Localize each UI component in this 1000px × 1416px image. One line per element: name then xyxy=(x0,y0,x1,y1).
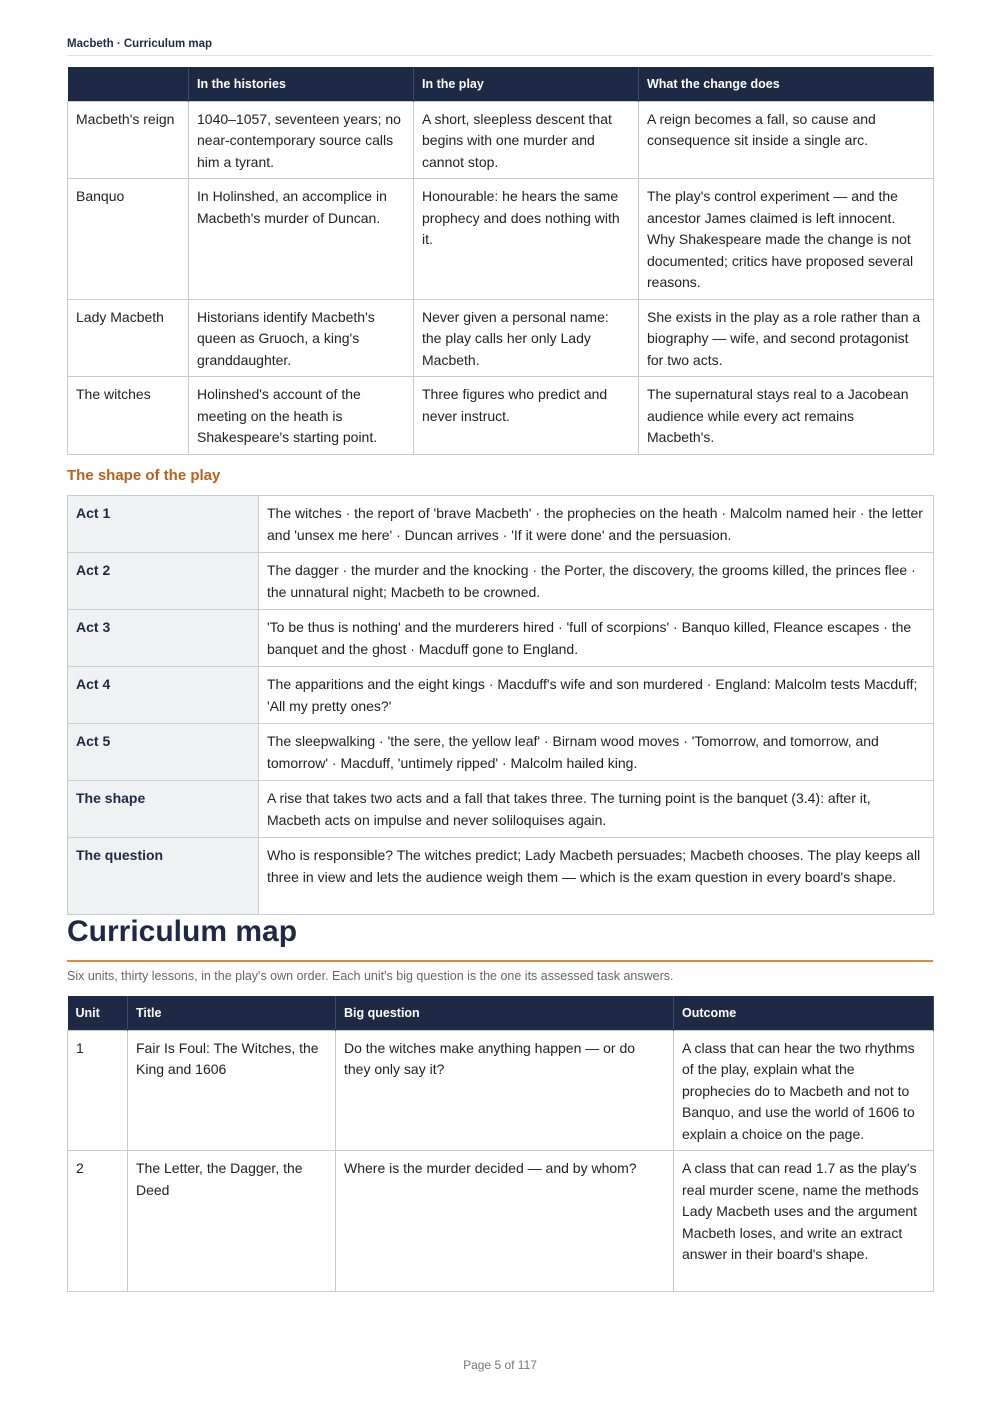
row-label: The question xyxy=(68,838,259,915)
row-label: Act 1 xyxy=(68,496,259,553)
column-header: In the play xyxy=(414,67,639,101)
table-cell: A rise that takes two acts and a fall that takes three. The turning point is the banquet (3.4): after it, Macbeth acts on impulse and never soliloquises again. xyxy=(259,781,934,838)
lede-text: Six units, thirty lessons, in the play's own order. Each unit's big question is the one its assessed task answers. xyxy=(67,969,674,983)
table-row xyxy=(68,724,934,781)
row-label: Act 5 xyxy=(68,724,259,781)
row-label: Act 3 xyxy=(68,610,259,667)
page-footer: Page 5 of 117 xyxy=(463,1358,537,1372)
table-cell: Who is responsible? The witches predict; Lady Macbeth persuades; Macbeth chooses. The play keeps all three in view and lets the audience weigh them — which is the exam question in every board's shape. xyxy=(259,838,934,915)
table-row xyxy=(68,667,934,724)
table-header-row xyxy=(68,67,934,101)
table-header-row xyxy=(68,996,934,1030)
table-row xyxy=(68,1030,934,1151)
table-cell: The apparitions and the eight kings · Macduff's wife and son murdered · England: Malcolm tests Macduff; 'All my pretty ones?' xyxy=(259,667,934,724)
column-header: Big question xyxy=(336,996,674,1030)
table-cell: Where is the murder decided — and by whom? xyxy=(336,1151,674,1292)
table-row xyxy=(68,553,934,610)
row-label: The shape xyxy=(68,781,259,838)
column-header: In the histories xyxy=(189,67,414,101)
table-cell: 1040–1057, seventeen years; no near-contemporary source calls him a tyrant. xyxy=(189,101,414,179)
table-cell: A reign becomes a fall, so cause and consequence sit inside a single arc. xyxy=(639,101,934,179)
table-cell: Do the witches make anything happen — or do they only say it? xyxy=(336,1030,674,1151)
table-cell: A short, sleepless descent that begins with one murder and cannot stop. xyxy=(414,101,639,179)
table-cell: In Holinshed, an accomplice in Macbeth's murder of Duncan. xyxy=(189,179,414,300)
table-row xyxy=(68,179,934,300)
table-cell: Never given a personal name: the play calls her only Lady Macbeth. xyxy=(414,299,639,377)
table-cell: 1 xyxy=(68,1030,128,1151)
changes-table xyxy=(67,67,934,455)
table-cell: A class that can hear the two rhythms of the play, explain what the prophecies do to Macbeth and not to Banquo, and use the world of 1606 to explain a choice on the page. xyxy=(674,1030,934,1151)
row-label: Act 2 xyxy=(68,553,259,610)
table-cell: Fair Is Foul: The Witches, the King and 1606 xyxy=(128,1030,336,1151)
table-row xyxy=(68,101,934,179)
column-header: Outcome xyxy=(674,996,934,1030)
table-cell: Lady Macbeth xyxy=(68,299,189,377)
table-row xyxy=(68,496,934,553)
table-row xyxy=(68,610,934,667)
table-cell: The witches xyxy=(68,377,189,455)
column-header: Title xyxy=(128,996,336,1030)
column-header: Unit xyxy=(68,996,128,1030)
table-cell: She exists in the play as a role rather than a biography — wife, and second protagonist for two acts. xyxy=(639,299,934,377)
table-cell: Macbeth's reign xyxy=(68,101,189,179)
table-cell: The play's control experiment — and the ancestor James claimed is left innocent. Why Shakespeare made the change is not documented; critics have proposed several reasons. xyxy=(639,179,934,300)
table-row xyxy=(68,299,934,377)
table-cell: Historians identify Macbeth's queen as Gruoch, a king's granddaughter. xyxy=(189,299,414,377)
shape-table xyxy=(67,495,934,915)
running-head: Macbeth · Curriculum map xyxy=(67,38,933,56)
row-label: Act 4 xyxy=(68,667,259,724)
table-cell: 2 xyxy=(68,1151,128,1292)
page-title: Curriculum map xyxy=(67,915,298,948)
table-row xyxy=(68,781,934,838)
table-cell: The witches · the report of 'brave Macbeth' · the prophecies on the heath · Malcolm named heir · the letter and 'unsex me here' · Duncan arrives · 'If it were done' and the persuasion. xyxy=(259,496,934,553)
table-row xyxy=(68,838,934,915)
table-cell: 'To be thus is nothing' and the murderers hired · 'full of scorpions' · Banquo killed, Fleance escapes · the banquet and the ghost · Macduff gone to England. xyxy=(259,610,934,667)
table-cell: Holinshed's account of the meeting on the heath is Shakespeare's starting point. xyxy=(189,377,414,455)
table-cell: A class that can read 1.7 as the play's real murder scene, name the methods Lady Macbeth uses and the argument Macbeth loses, and write an extract answer in their board's shape. xyxy=(674,1151,934,1292)
table-row xyxy=(68,377,934,455)
table-cell: Banquo xyxy=(68,179,189,300)
table-row xyxy=(68,1151,934,1292)
table-cell: The Letter, the Dagger, the Deed xyxy=(128,1151,336,1292)
heading-rule xyxy=(67,960,933,962)
table-cell: The supernatural stays real to a Jacobean audience while every act remains Macbeth's. xyxy=(639,377,934,455)
column-header: What the change does xyxy=(639,67,934,101)
table-cell: The sleepwalking · 'the sere, the yellow leaf' · Birnam wood moves · 'Tomorrow, and tomorrow, and tomorrow' · Macduff, 'untimely ripped' · Malcolm hailed king. xyxy=(259,724,934,781)
table-cell: The dagger · the murder and the knocking · the Porter, the discovery, the grooms killed, the princes flee · the unnatural night; Macbeth to be crowned. xyxy=(259,553,934,610)
column-header xyxy=(68,67,189,101)
table-cell: Honourable: he hears the same prophecy and does nothing with it. xyxy=(414,179,639,300)
section-heading: The shape of the play xyxy=(67,467,221,484)
curriculum-table xyxy=(67,996,934,1292)
table-cell: Three figures who predict and never instruct. xyxy=(414,377,639,455)
